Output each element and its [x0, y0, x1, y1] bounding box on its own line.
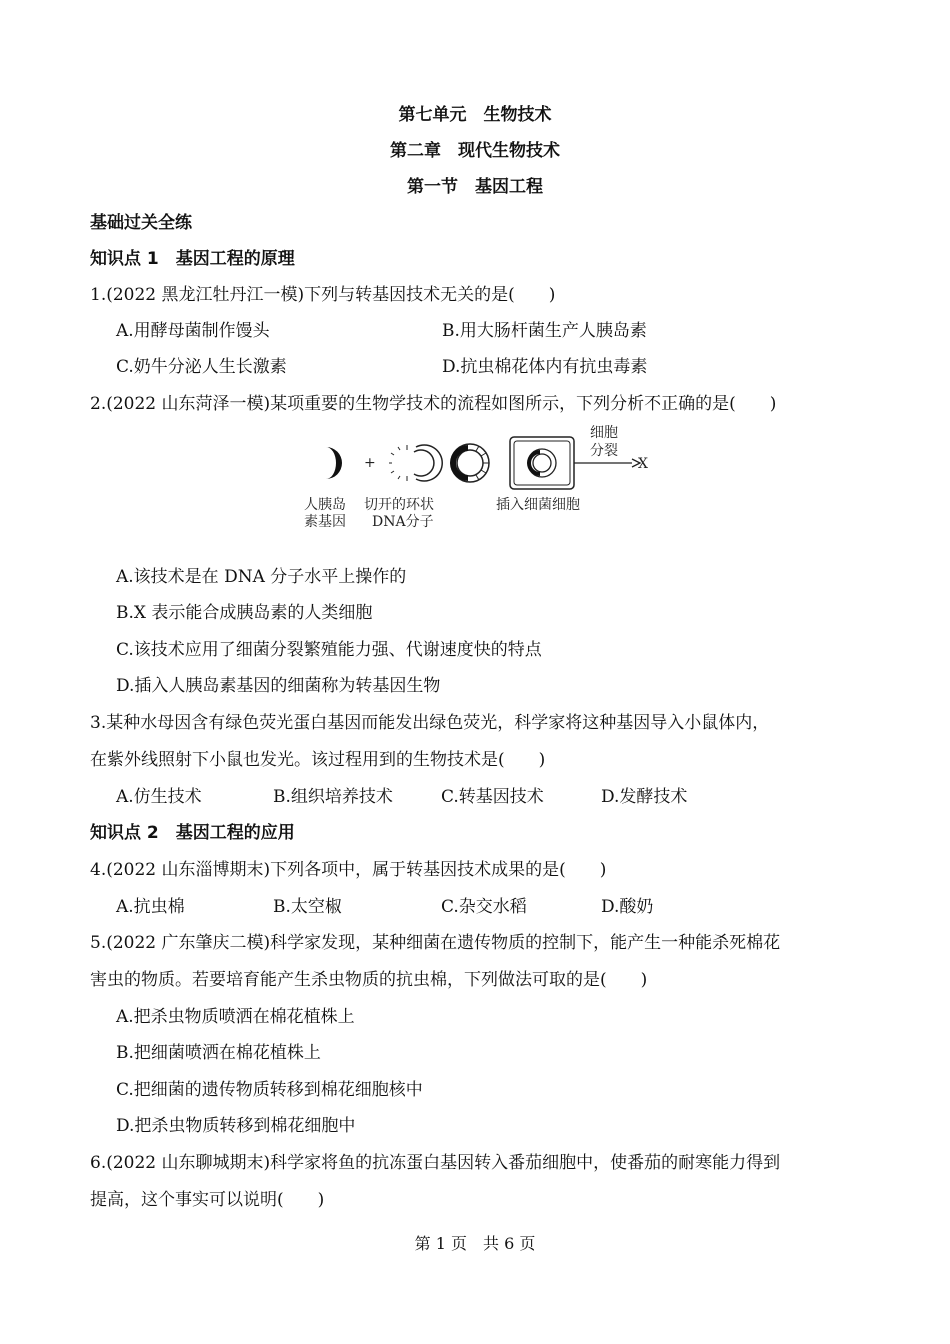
- question-6-stem-line1: 6.(2022 山东聊城期末)科学家将鱼的抗冻蛋白基因转入番茄细胞中，使番茄的耐寒能力得到: [90, 1153, 781, 1173]
- question-4-option-d: D.酸奶: [601, 897, 654, 917]
- question-5-option-d: D.把杀虫物质转移到棉花细胞中: [116, 1116, 356, 1136]
- page-footer: 第 1 页 共 6 页: [414, 1234, 536, 1253]
- arrow-label-division: 分裂: [590, 443, 618, 459]
- question-5-option-c: C.把细菌的遗传物质转移到棉花细胞核中: [116, 1080, 423, 1100]
- gene-engineering-diagram: [290, 415, 670, 535]
- question-3-option-c: C.转基因技术: [441, 787, 544, 807]
- chapter-title: 第二章 现代生物技术: [390, 141, 560, 161]
- question-4-stem: 4.(2022 山东淄博期末)下列各项中，属于转基因技术成果的是( ): [90, 860, 607, 880]
- question-3-stem-line2: 在紫外线照射下小鼠也发光。该过程用到的生物技术是( ): [90, 750, 546, 770]
- question-5-stem-line2: 害虫的物质。若要培育能产生杀虫物质的抗虫棉，下列做法可取的是( ): [90, 970, 648, 990]
- question-1-option-a: A.用酵母菌制作馒头: [116, 321, 270, 341]
- unit-title: 第七单元 生物技术: [398, 105, 552, 125]
- bacterium-cell: [510, 437, 574, 489]
- question-1-option-b: B.用大肠杆菌生产人胰岛素: [442, 321, 647, 341]
- result-x: X: [638, 456, 648, 472]
- question-5-stem-line1: 5.(2022 广东肇庆二模)科学家发现，某种细菌在遗传物质的控制下，能产生一种能杀死棉花: [90, 933, 781, 953]
- question-4-option-b: B.太空椒: [273, 897, 342, 917]
- question-3-option-b: B.组织培养技术: [273, 787, 393, 807]
- insulin-gene-label-1: 人胰岛: [304, 497, 346, 513]
- question-2-option-d: D.插入人胰岛素基因的细菌称为转基因生物: [116, 676, 441, 696]
- insulin-gene-shape: [326, 447, 342, 479]
- plus-sign: +: [364, 455, 376, 471]
- arrow-label-cell: 细胞: [590, 425, 618, 441]
- knowledge-point-1: 知识点 1 基因工程的原理: [90, 249, 295, 269]
- recombinant-dna-ring: [450, 444, 489, 482]
- question-1-stem: 1.(2022 黑龙江牡丹江一模)下列与转基因技术无关的是( ): [90, 285, 556, 305]
- bacteria-label: 插入细菌细胞: [496, 497, 580, 513]
- question-3-option-d: D.发酵技术: [601, 787, 688, 807]
- question-2-option-b: B.X 表示能合成胰岛素的人类细胞: [116, 603, 373, 623]
- question-1-option-d: D.抗虫棉花体内有抗虫毒素: [442, 357, 648, 377]
- question-2-option-a: A.该技术是在 DNA 分子水平上操作的: [116, 567, 407, 587]
- question-4-option-a: A.抗虫棉: [116, 897, 185, 917]
- question-1-option-c: C.奶牛分泌人生长激素: [116, 357, 287, 377]
- question-4-option-c: C.杂交水稻: [441, 897, 527, 917]
- section-title: 第一节 基因工程: [407, 177, 543, 197]
- question-2-stem: 2.(2022 山东菏泽一模)某项重要的生物学技术的流程如图所示，下列分析不正确的是( ): [90, 394, 777, 414]
- cut-dna-ring: [389, 445, 442, 481]
- dna-label-2: DNA分子: [372, 514, 434, 530]
- question-5-option-a: A.把杀虫物质喷洒在棉花植株上: [116, 1007, 355, 1027]
- question-3-option-a: A.仿生技术: [116, 787, 202, 807]
- practice-title: 基础过关全练: [90, 213, 192, 233]
- question-6-stem-line2: 提高，这个事实可以说明( ): [90, 1190, 325, 1210]
- question-5-option-b: B.把细菌喷洒在棉花植株上: [116, 1043, 321, 1063]
- question-2-option-c: C.该技术应用了细菌分裂繁殖能力强、代谢速度快的特点: [116, 640, 542, 660]
- dna-label-1: 切开的环状: [364, 497, 434, 513]
- knowledge-point-2: 知识点 2 基因工程的应用: [90, 823, 295, 843]
- insulin-gene-label-2: 素基因: [304, 514, 346, 530]
- question-3-stem-line1: 3.某种水母因含有绿色荧光蛋白基因而能发出绿色荧光，科学家将这种基因导入小鼠体内，: [90, 713, 770, 733]
